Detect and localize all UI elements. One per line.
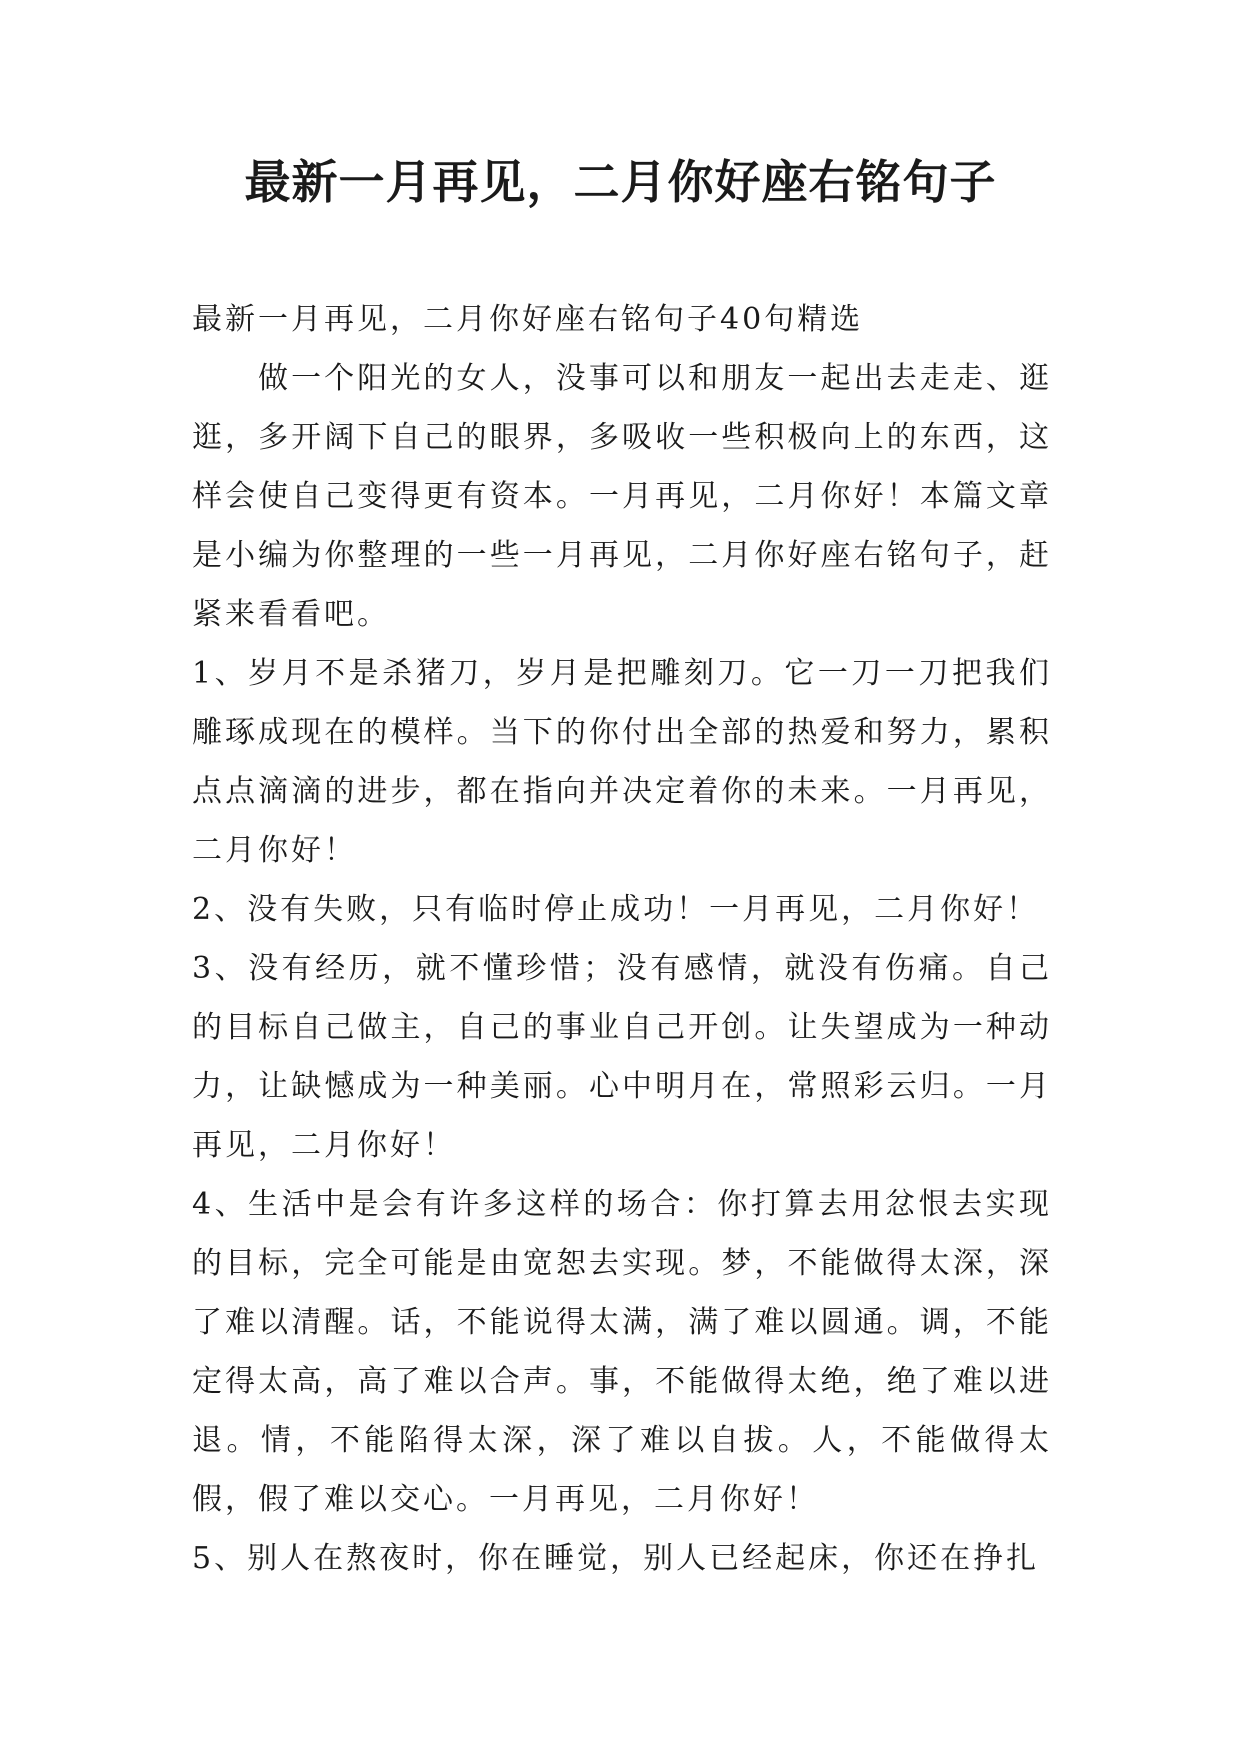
list-item: 3、没有经历，就不懂珍惜；没有感情，就没有伤痛。自己的目标自己做主，自己的事业自己开创。让失望成为一种动力，让缺憾成为一种美丽。心中明月在，常照彩云归。一月再见，二月你好！ [192,951,1052,1163]
document-title: 最新一月再见，二月你好座右铭句子 [244,155,997,209]
list-item: 1、岁月不是杀猪刀，岁月是把雕刻刀。它一刀一刀把我们雕琢成现在的模样。当下的你付出全部的热爱和努力，累积点点滴滴的进步，都在指向并决定着你的未来。一月再见，二月你好！ [192,656,1052,868]
intro-paragraph: 做一个阳光的女人，没事可以和朋友一起出去走走、逛逛，多开阔下自己的眼界，多吸收一些积极向上的东西，这样会使自己变得更有资本。一月再见，二月你好！本篇文章是小编为你整理的一些一月再见，二月你好座右铭句子，赶紧来看看吧。 [192,361,1052,632]
list-item: 4、生活中是会有许多这样的场合：你打算去用忿恨去实现的目标，完全可能是由宽恕去实现。梦，不能做得太深，深了难以清醒。话，不能说得太满，满了难以圆通。调，不能定得太高，高了难以合声。事，不能做得太绝，绝了难以进退。情，不能陷得太深，深了难以自拔。人，不能做得太假，假了难以交心。一月再见，二月你好！ [192,1187,1052,1517]
document-body [192,290,1052,1588]
list-item: 2、没有失败，只有临时停止成功！一月再见，二月你好！ [192,892,1040,927]
document-subtitle: 最新一月再见，二月你好座右铭句子40句精选 [192,302,864,337]
list-item: 5、别人在熬夜时，你在睡觉，别人已经起床，你还在挣扎 [192,1541,1040,1576]
